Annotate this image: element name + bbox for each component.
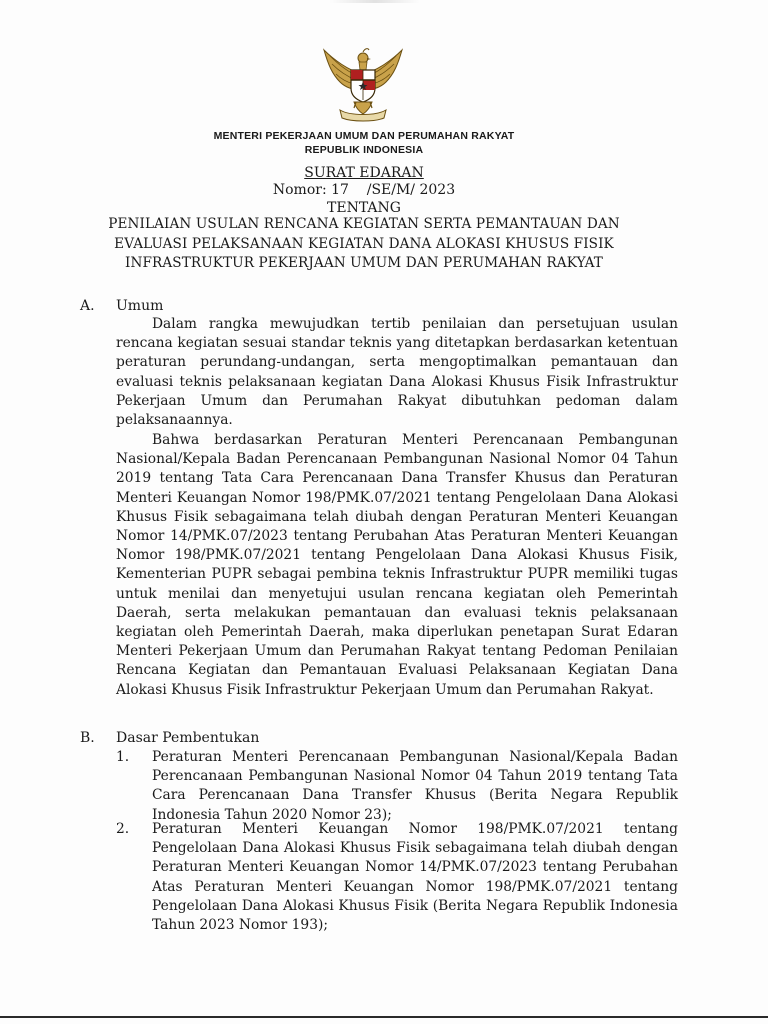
document-tentang-label: TENTANG (327, 200, 401, 216)
section-a-paragraph-2: Bahwa berdasarkan Peraturan Menteri Perencanaan Pembangunan Nasional/Kepala Badan Perencanaan Pembangunan Nasional Nomor 04 Tahun 2019 tentang Tata Cara Perencanaan Dana Transfer Khusus dan Peraturan Menteri Keuangan Nomor 198/PMK.07/2021 tentang Pengelolaan Dana Alokasi Khusus Fisik sebagaimana telah diubah dengan Peraturan Menteri Keuangan Nomor 14/PMK.07/2023 tentang Perubahan Atas Peraturan Menteri Keuangan Nomor 198/PMK.07/2021 tentang Pengelolaan Dana Alokasi Khusus Fisik, Kementerian PUPR sebagai pembina teknis Infrastruktur PUPR memiliki tugas untuk menilai dan menyetujui usulan rencana kegiatan oleh Pemerintah Daerah, serta melakukan pemantauan dan evaluasi teknis pelaksanaan kegiatan oleh Pemerintah Daerah, maka diperlukan penetapan Surat Edaran Menteri Pekerjaan Umum dan Perumahan Rakyat tentang Pedoman Penilaian Rencana Kegiatan dan Pemantauan Evaluasi Pelaksanaan Kegiatan Dana Alokasi Khusus Fisik Infrastruktur Pekerjaan Umum dan Perumahan Rakyat. (116, 432, 678, 698)
issuer-line-minister: MENTERI PEKERJAAN UMUM DAN PERUMAHAN RAKYAT (213, 130, 515, 142)
section-a-label: A. (80, 298, 95, 314)
document-subject: PENILAIAN USULAN RENCANA KEGIATAN SERTA PEMANTAUAN DAN EVALUASI PELAKSANAAN KEGIATAN DANA ALOKASI KHUSUS FISIK INFRASTRUKTUR PEKERJAAN UMUM DAN PERUMAHAN RAKYAT (108, 216, 620, 271)
list-item-number: 1. (116, 749, 130, 765)
list-item-number: 2. (116, 821, 130, 837)
section-a-paragraph-1: Dalam rangka mewujudkan tertib penilaian dan persetujuan usulan rencana kegiatan sesuai standar teknis yang ditetapkan berdasarkan ketentuan peraturan perundang-undangan, serta mengoptimalkan pemantauan dan evaluasi teknis pelaksanaan kegiatan Dana Alokasi Khusus Fisik Infrastruktur Pekerjaan Umum dan Perumahan Rakyat dibutuhkan pedoman dalam pelaksanaannya. (116, 316, 678, 429)
list-item-text: Peraturan Menteri Perencanaan Pembangunan Nasional/Kepala Badan Perencanaan Pembangunan Nasional Nomor 04 Tahun 2019 tentang Tata Cara Perencanaan Dana Transfer Khusus (Berita Negara Republik Indonesia Tahun 2020 Nomor 23); (152, 749, 678, 823)
section-b-label: B. (80, 730, 95, 746)
document-type-title: SURAT EDARAN (304, 165, 424, 181)
page-bottom-edge (0, 1016, 768, 1018)
issuer-line-republic: REPUBLIK INDONESIA (304, 144, 424, 156)
garuda-emblem-icon (318, 44, 408, 124)
section-a-title: Umum (116, 298, 164, 314)
scan-artifact (330, 0, 420, 3)
list-item-text: Peraturan Menteri Keuangan Nomor 198/PMK.07/2021 tentang Pengelolaan Dana Alokasi Khusus Fisik sebagaimana telah diubah dengan Peraturan Menteri Keuangan Nomor 14/PMK.07/2023 tentang Perubahan Atas Peraturan Menteri Keuangan Nomor 198/PMK.07/2021 tentang Pengelolaan Dana Alokasi Khusus Fisik (Berita Negara Republik Indonesia Tahun 2023 Nomor 193); (152, 821, 678, 934)
document-number: Nomor: 17 /SE/M/ 2023 (272, 182, 456, 198)
section-b-title: Dasar Pembentukan (116, 730, 260, 746)
